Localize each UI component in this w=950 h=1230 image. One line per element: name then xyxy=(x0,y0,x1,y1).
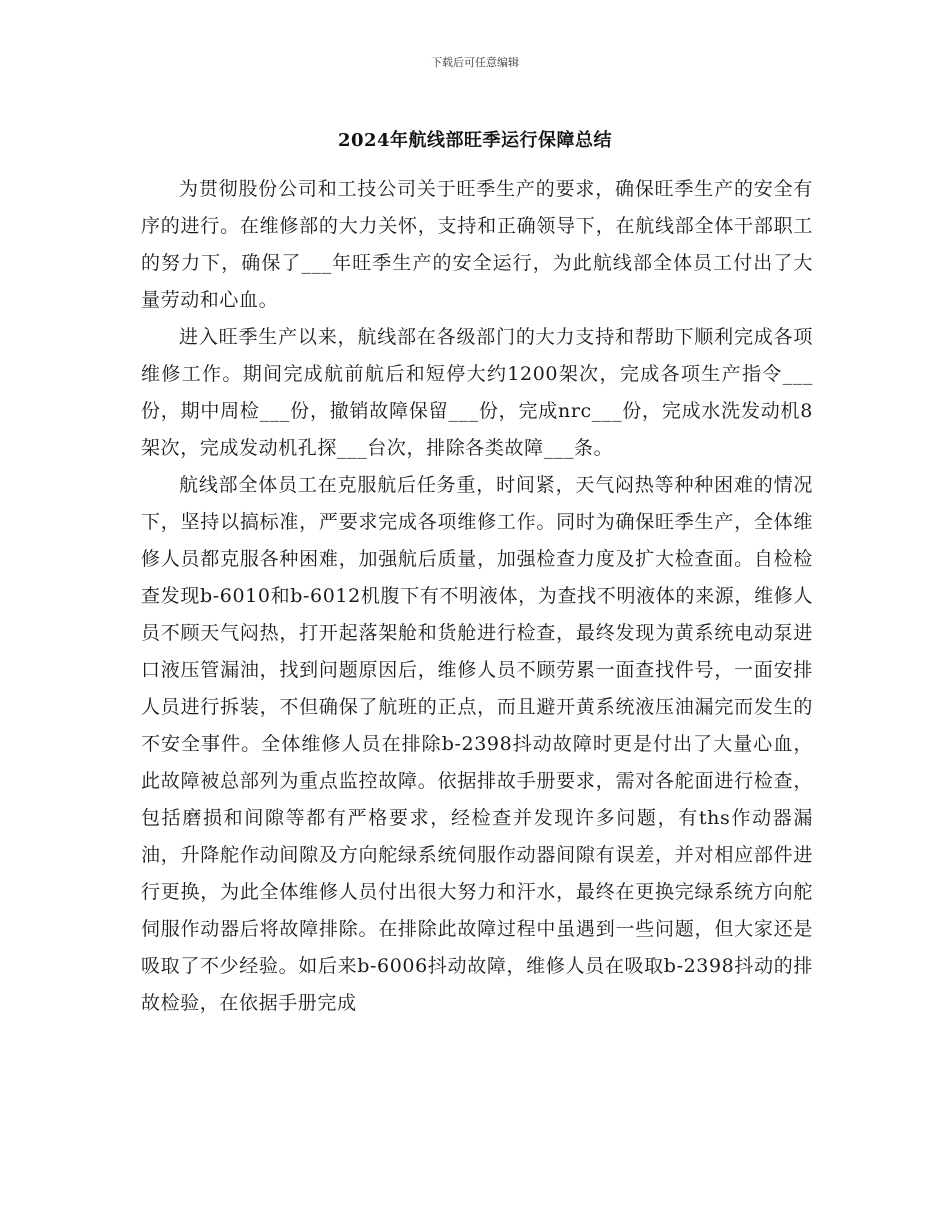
paragraph-2: 进入旺季生产以来，航线部在各级部门的大力支持和帮助下顺利完成各项维修工作。期间完成航前航后和短停大约1200架次，完成各项生产指令___份，期中周检___份，撤销故障保留___份，完成nrc___份，完成水洗发动机8架次，完成发动机孔探___台次，排除各类故障___条。 xyxy=(141,326,813,459)
document-body xyxy=(141,171,813,1022)
paragraph-1: 为贯彻股份公司和工技公司关于旺季生产的要求，确保旺季生产的安全有序的进行。在维修部的大力关怀，支持和正确领导下，在航线部全体干部职工的努力下，确保了___年旺季生产的安全运行，为此航线部全体员工付出了大量劳动和心血。 xyxy=(141,178,813,311)
document-title: 2024年航线部旺季运行保障总结 xyxy=(337,130,613,151)
header-note: 下载后可任意编辑 xyxy=(431,56,519,69)
paragraph-3: 航线部全体员工在克服航后任务重，时间紧，天气闷热等种种困难的情况下，坚持以搞标准，严要求完成各项维修工作。同时为确保旺季生产，全体维修人员都克服各种困难，加强航后质量，加强检查力度及扩大检查面。自检检查发现b-6010和b-6012机腹下有不明液体，为查找不明液体的来源，维修人员不顾天气闷热，打开起落架舱和货舱进行检查，最终发现为黄系统电动泵进口液压管漏油，找到问题原因后，维修人员不顾劳累一面查找件号，一面安排人员进行拆装，不但确保了航班的正点，而且避开黄系统液压油漏完而发生的不安全事件。全体维修人员在排除b-2398抖动故障时更是付出了大量心血，此故障被总部列为重点监控故障。依据排故手册要求，需对各舵面进行检查，包括磨损和间隙等都有严格要求，经检查并发现许多问题，有ths作动器漏油，升降舵作动间隙及方向舵绿系统伺服作动器间隙有误差，并对相应部件进行更换，为此全体维修人员付出很大努力和汗水，最终在更换完绿系统方向舵伺服作动器后将故障排除。在排除此故障过程中虽遇到一些问题，但大家还是吸取了不少经验。如后来b-6006抖动故障，维修人员在吸取b-2398抖动的排故检验，在依据手册完成 xyxy=(141,474,813,1014)
